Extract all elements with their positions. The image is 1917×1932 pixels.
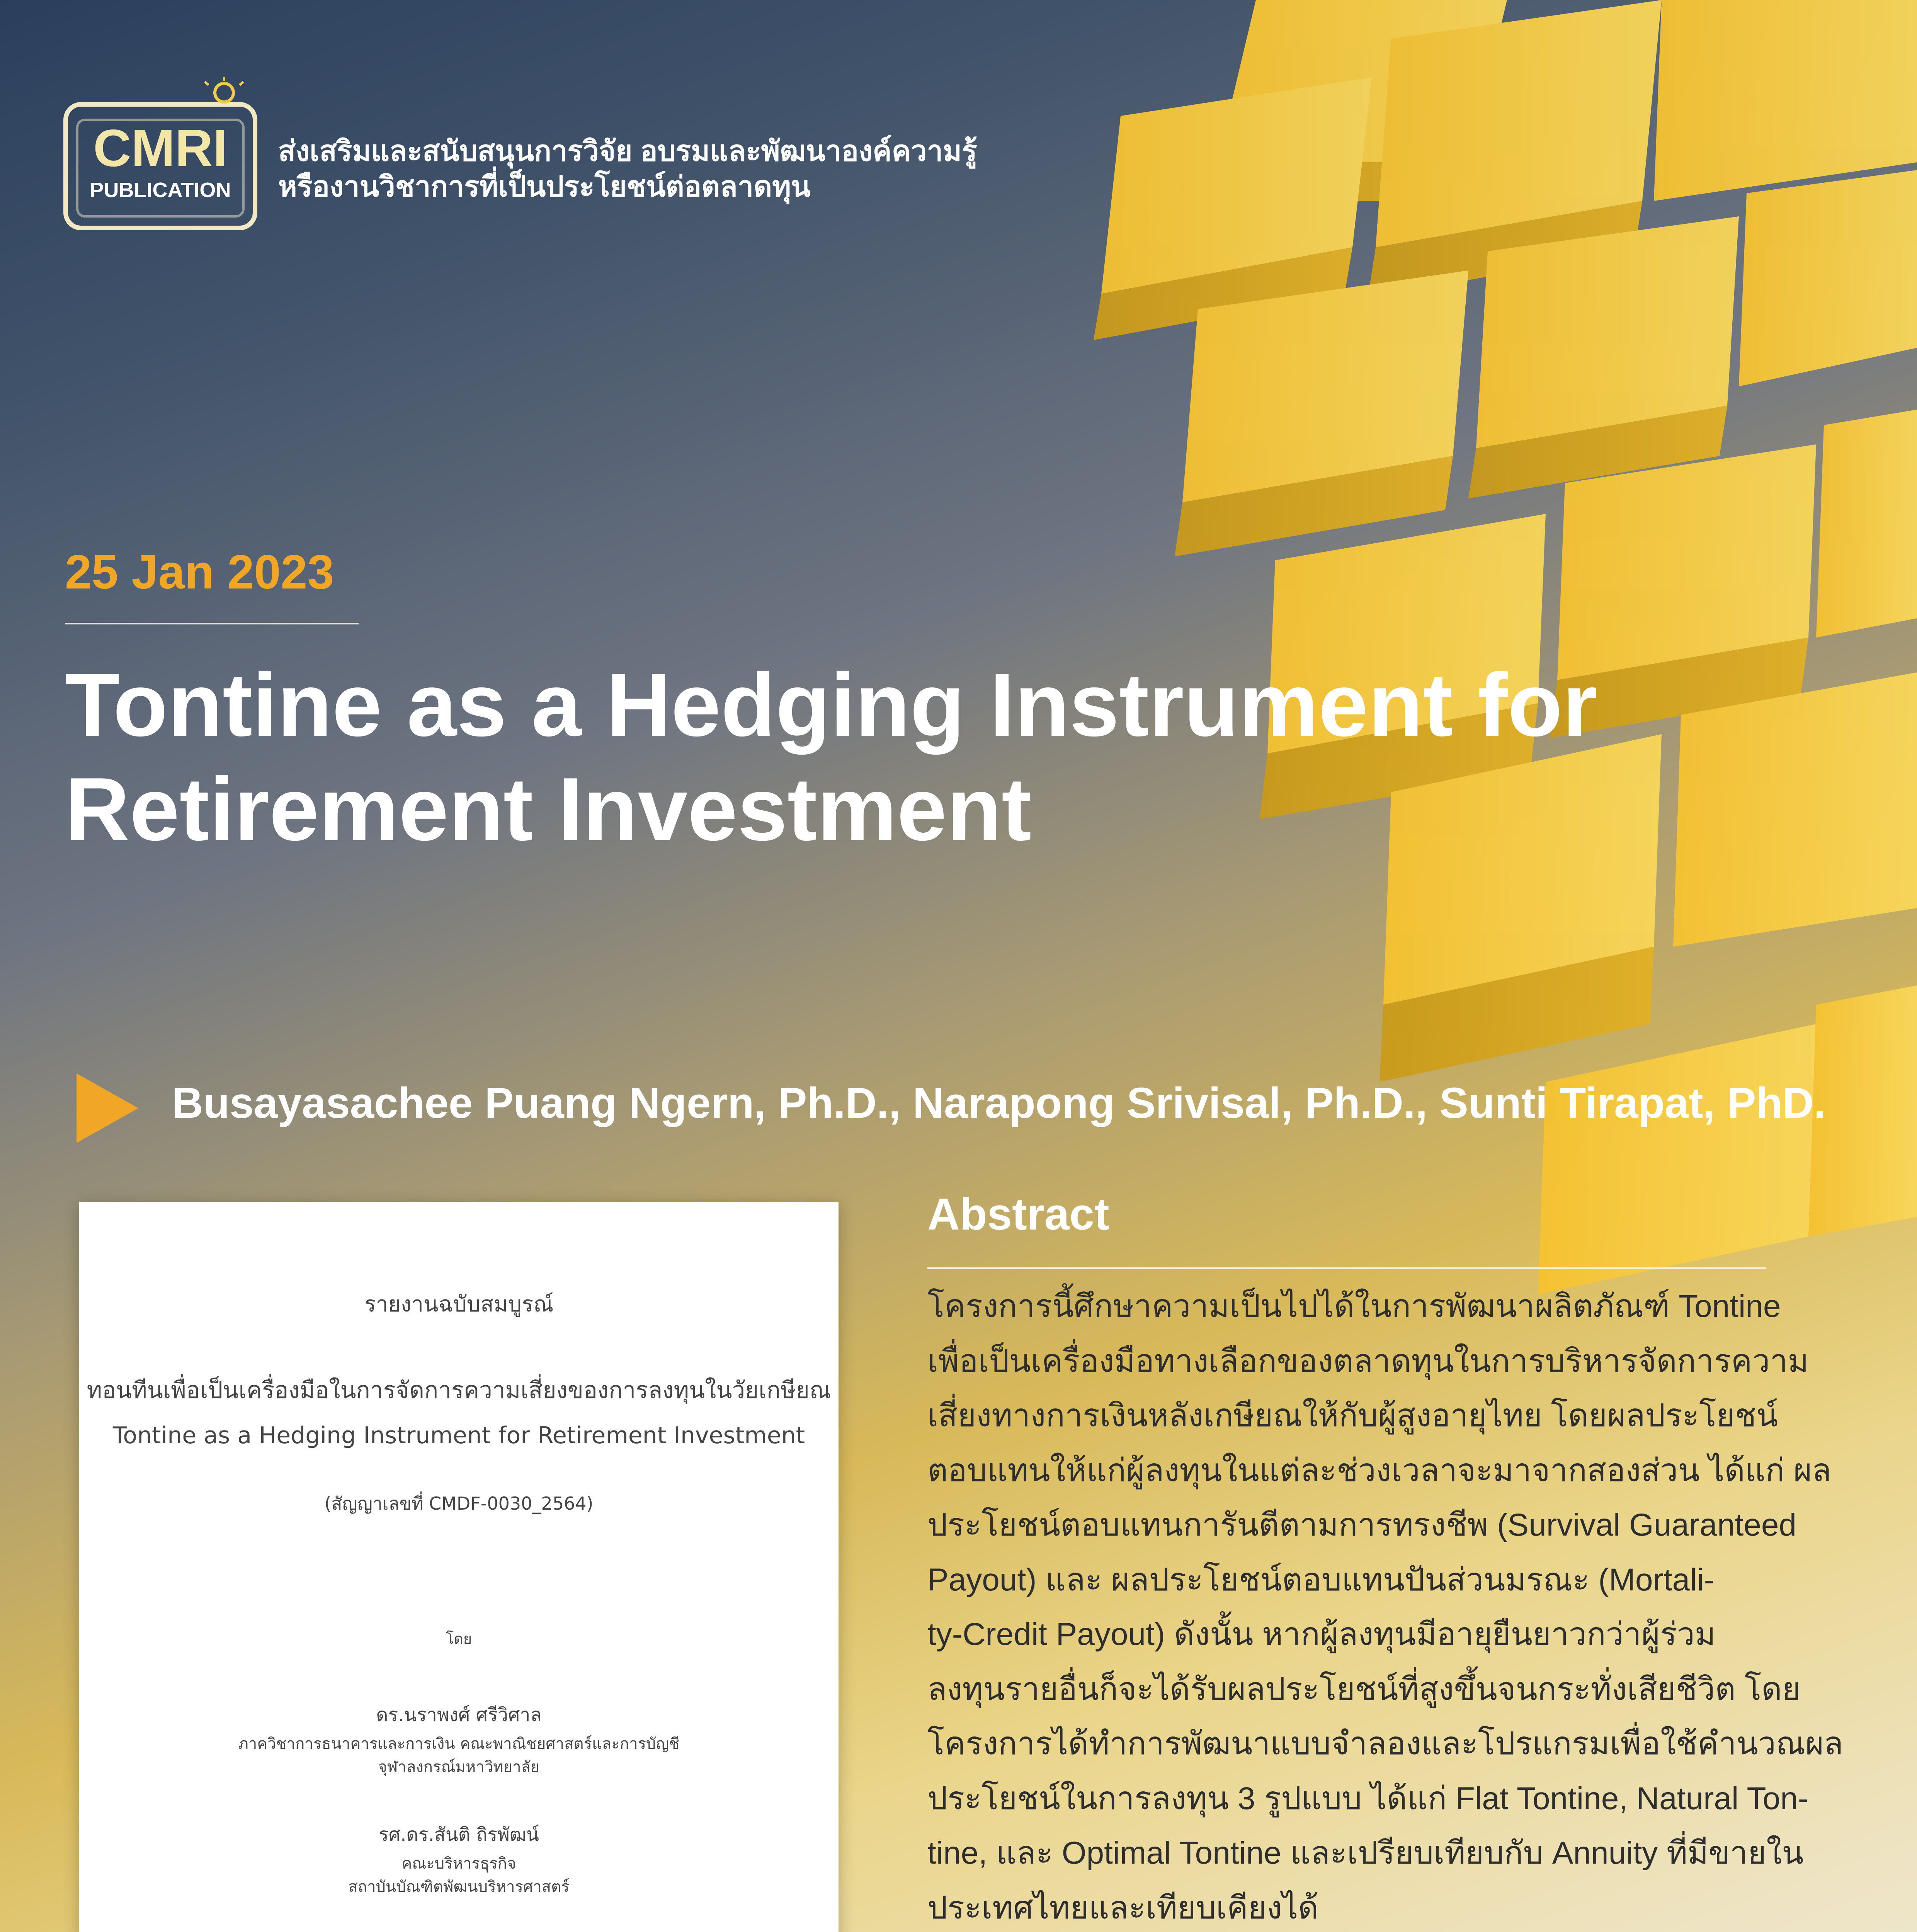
abstract-line: ประโยชน์ในการลงทุน 3 รูปแบบ ได้แก่ Flat Tontine, Natural Ton- — [927, 1781, 1809, 1816]
abstract-body — [927, 1279, 1844, 1932]
abstract-line: เพื่อเป็นเครื่องมือทางเลือกของตลาดทุนในการบริหารจัดการความ — [927, 1343, 1809, 1379]
logo-text-cmri: CMRI — [93, 119, 228, 177]
publish-date: 25 Jan 2023 — [65, 546, 334, 599]
cover-by: โดย — [446, 1630, 472, 1647]
abstract-line: Payout) และ ผลประโยชน์ตอบแทนปันส่วนมรณะ (Mortali- — [927, 1562, 1715, 1597]
tagline-line-1: ส่งเสริมและสนับสนุนการวิจัย อบรมและพัฒนาองค์ความรู้ — [278, 135, 977, 167]
page-title — [65, 653, 1726, 862]
abstract-line: ลงทุนรายอื่นก็จะได้รับผลประโยชน์ที่สูงขึ้นจนกระทั่งเสียชีวิต โดย — [927, 1671, 1801, 1707]
cover-author-org: สถาบันบัณฑิตพัฒนบริหารศาสตร์ — [348, 1878, 570, 1896]
play-arrow-icon — [77, 1073, 138, 1143]
abstract-line: ตอบแทนให้แก่ผู้ลงทุนในแต่ละช่วงเวลาจะมาจากสองส่วน ได้แก่ ผล — [927, 1452, 1832, 1488]
abstract-line: ty-Credit Payout) ดังนั้น หากผู้ลงทุนมีอายุยืนยาวกว่าผู้ร่วม — [927, 1617, 1716, 1652]
cover-author-dept: คณะบริหารธุรกิจ — [401, 1855, 516, 1872]
abstract-line: โครงการได้ทำการพัฒนาแบบจำลองและโปรแกรมเพื่อใช้คำนวณผล — [927, 1726, 1844, 1761]
abstract-line: เสี่ยงทางการเงินหลังเกษียณให้กับผู้สูงอายุไทย โดยผลประโยชน์ — [927, 1398, 1778, 1433]
author-list: Busayasachee Puang Ngern, Ph.D., Narapong Srivisal, Ph.D., Sunti Tirapat, PhD. — [172, 1079, 1826, 1127]
abstract-heading: Abstract — [927, 1189, 1109, 1239]
abstract-line: โครงการนี้ศึกษาความเป็นไปได้ในการพัฒนาผลิตภัณฑ์ Tontine — [927, 1289, 1781, 1324]
cover-author-dept: ภาควิชาการธนาคารและการเงิน คณะพาณิชยศาสตร์และการบัญชี — [238, 1735, 680, 1753]
report-cover-page — [79, 1202, 839, 1932]
abstract-line: ประเทศไทยและเทียบเคียงได้ — [927, 1890, 1319, 1925]
cover-title-english: Tontine as a Hedging Instrument for Retirement Investment — [112, 1422, 805, 1449]
cover-heading: รายงานฉบับสมบูรณ์ — [364, 1292, 554, 1317]
title-line-1: Tontine as a Hedging Instrument for — [65, 655, 1597, 755]
abstract-divider — [927, 1267, 1766, 1269]
cover-contract-number: (สัญญาเลขที่ CMDF-0030_2564) — [324, 1493, 594, 1514]
cover-author-name: ดร.นราพงศ์ ศรีวิศาล — [376, 1704, 542, 1726]
date-divider — [65, 623, 359, 624]
logo-text-publication: PUBLICATION — [90, 179, 231, 202]
cover-author-org: จุฬาลงกรณ์มหาวิทยาลัย — [378, 1758, 540, 1776]
cmri-publication-logo — [62, 77, 259, 236]
cover-author-name: รศ.ดร.สันติ ถิรพัฒน์ — [379, 1824, 539, 1845]
title-line-2: Retirement Investment — [65, 759, 1032, 859]
header-tagline — [278, 133, 1012, 204]
abstract-line: ประโยชน์ตอบแทนการันตีตามการทรงชีพ (Survival Guaranteed — [927, 1507, 1797, 1543]
tagline-line-2: หรืองานวิชาการที่เป็นประโยชน์ต่อตลาดทุน — [278, 170, 811, 202]
abstract-line: tine, และ Optimal Tontine และเปรียบเทียบกับ Annuity ที่มีขายใน — [927, 1835, 1804, 1871]
cover-title-thai: ทอนทีนเพื่อเป็นเครื่องมือในการจัดการความเสี่ยงของการลงทุนในวัยเกษียณ — [87, 1377, 831, 1404]
